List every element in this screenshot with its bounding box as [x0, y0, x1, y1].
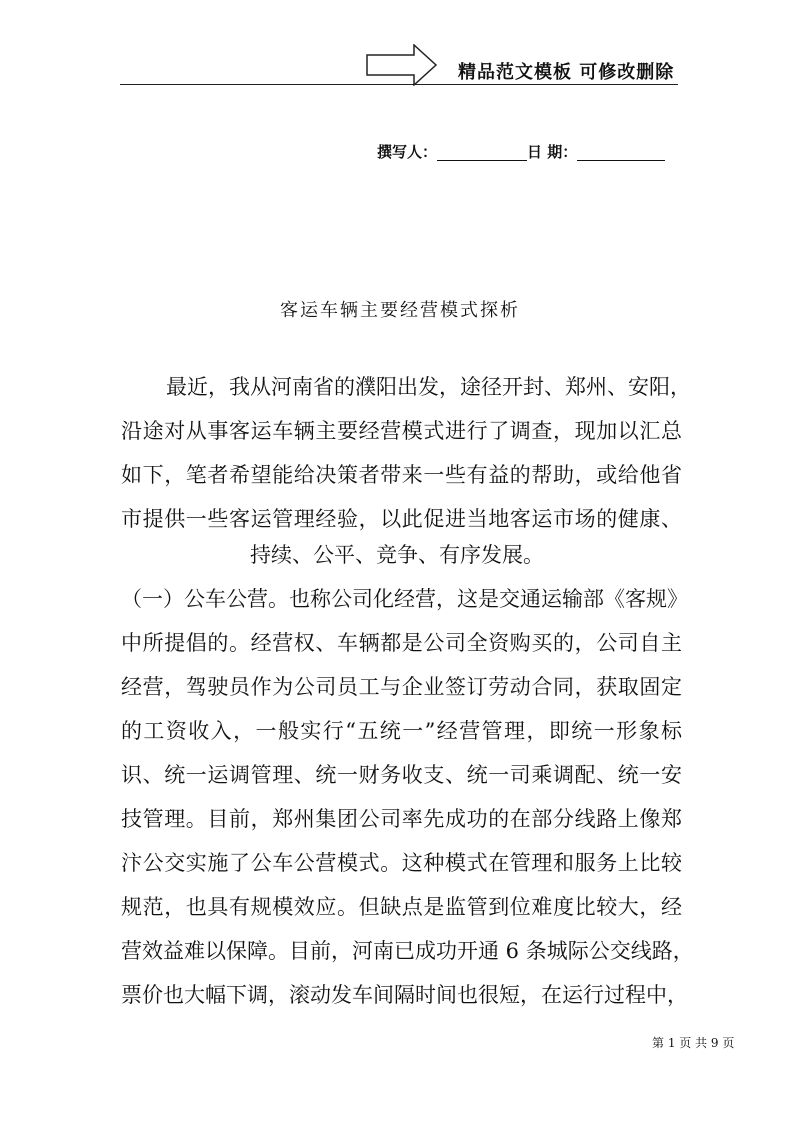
arrow-icon — [366, 44, 438, 86]
author-date-line — [377, 141, 665, 165]
text-line: 技管理。目前，郑州集团公司率先成功的在部分线路上像郑 — [121, 807, 682, 831]
text-line: 营效益难以保障。目前，河南已成功开通 6 条城际公交线路， — [121, 939, 694, 963]
date-blank — [577, 142, 665, 161]
text-line: 中所提倡的。经营权、车辆都是公司全资购买的，公司自主 — [121, 631, 682, 655]
text-line: 持续、公平、竞争、有序发展。 — [250, 543, 544, 567]
header-divider — [120, 84, 678, 85]
text-line: 经营，驾驶员作为公司员工与企业签订劳动合同，获取固定 — [121, 675, 682, 699]
text-line: （一）公车公营。也称公司化经营，这是交通运输部《客规》 — [121, 587, 688, 611]
text-line: 如下，笔者希望能给决策者带来一些有益的帮助，或给他省 — [121, 463, 682, 487]
author-blank — [437, 142, 527, 161]
text-line: 市提供一些客运管理经验，以此促进当地客运市场的健康、 — [121, 507, 682, 531]
text-line: 规范，也具有规模效应。但缺点是监管到位难度比较大，经 — [121, 895, 682, 919]
text-line: 的工资收入，一般实行“五统一”经营管理，即统一形象标 — [121, 719, 682, 743]
text-line: 票价也大幅下调，滚动发车间隔时间也很短，在运行过程中， — [121, 983, 688, 1007]
text-line: 识、统一运调管理、统一财务收支、统一司乘调配、统一安 — [121, 763, 682, 787]
text-line: 最近，我从河南省的濮阳出发，途径开封、郑州、安阳， — [166, 375, 691, 399]
text-line: 沿途对从事客运车辆主要经营模式进行了调查，现加以汇总 — [121, 419, 682, 443]
text-line: 汴公交实施了公车公营模式。这种模式在管理和服务上比较 — [121, 851, 682, 875]
page-number: 第 1 页 共 9 页 — [652, 1036, 735, 1050]
document-title: 客运车辆主要经营模式探析 — [280, 300, 520, 321]
page-header — [0, 0, 800, 100]
template-banner: 精品范文模板 可修改删除 — [458, 62, 675, 83]
date-label: 日 期： — [527, 143, 578, 161]
author-label: 撰写人： — [377, 143, 438, 161]
